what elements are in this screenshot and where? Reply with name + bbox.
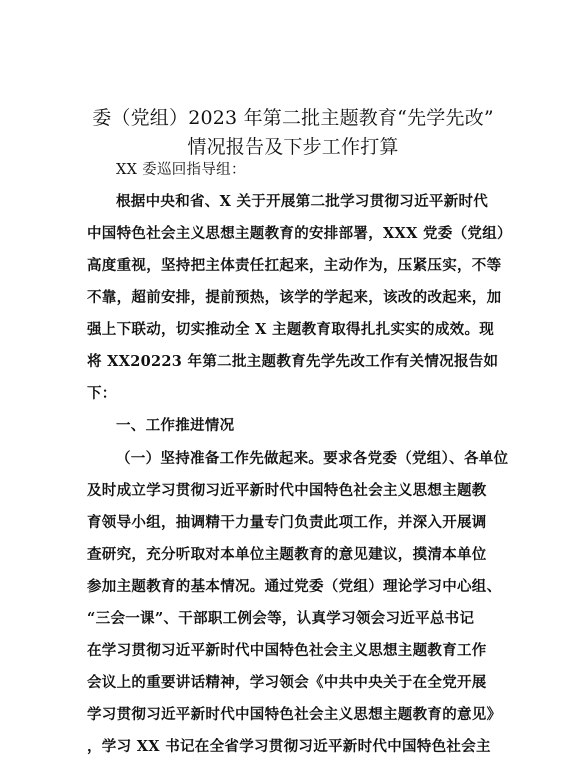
intro-line: 强上下联动，切实推动全 X 主题教育取得扎扎实实的成效。现: [87, 321, 495, 338]
intro-line: 根据中央和省、X 关于开展第二批学习贯彻习近平新时代: [116, 193, 489, 210]
intro-line: 将 XX20223 年第二批主题教育先学先改工作有关情况报告如: [87, 353, 499, 370]
body-line: 在学习贯彻习近平新时代中国特色社会主义思想主题教育工作: [87, 642, 487, 659]
body-line: ，学习 XX 书记在全省学习贯彻习近平新时代中国特色社会主: [87, 738, 491, 755]
body-line: 参加主题教育的基本情况。通过党委（党组）理论学习中心组、: [87, 578, 502, 595]
body-line: 育领导小组，抽调精干力量专门负责此项工作，并深入开展调: [87, 514, 487, 531]
intro-line: 高度重视，坚持把主体责任扛起来，主动作为，压紧压实，不等: [87, 257, 502, 274]
body-line: 学习贯彻习近平新时代中国特色社会主义思想主题教育的意见》: [87, 706, 502, 723]
body-line: 会议上的重要讲话精神，学习领会《中共中央关于在全党开展: [87, 674, 487, 691]
intro-line: 中国特色社会主义思想主题教育的安排部署，XXX 党委（党组）: [87, 225, 512, 242]
salutation: XX 委巡回指导组：: [116, 162, 246, 178]
intro-line: 不靠，超前安排，提前预热，该学的学起来，该改的改起来，加: [87, 289, 502, 306]
body-line: 查研究，充分听取对本单位主题教育的意见建议，摸清本单位: [87, 546, 487, 563]
body-line: （一）坚持准备工作先做起来。要求各党委（党组）、各单位: [116, 450, 509, 467]
body-line: 及时成立学习贯彻习近平新时代中国特色社会主义思想主题教: [87, 482, 487, 499]
document-title-line-1: 委（党组）2023 年第二批主题教育“先学先改”: [92, 107, 494, 129]
document-title-line-2: 情况报告及下步工作打算: [187, 136, 399, 158]
section-heading: 一、工作推进情况: [116, 417, 235, 434]
intro-line: 下：: [87, 385, 117, 402]
body-line: “三会一课”、干部职工例会等，认真学习领会习近平总书记: [87, 610, 475, 627]
